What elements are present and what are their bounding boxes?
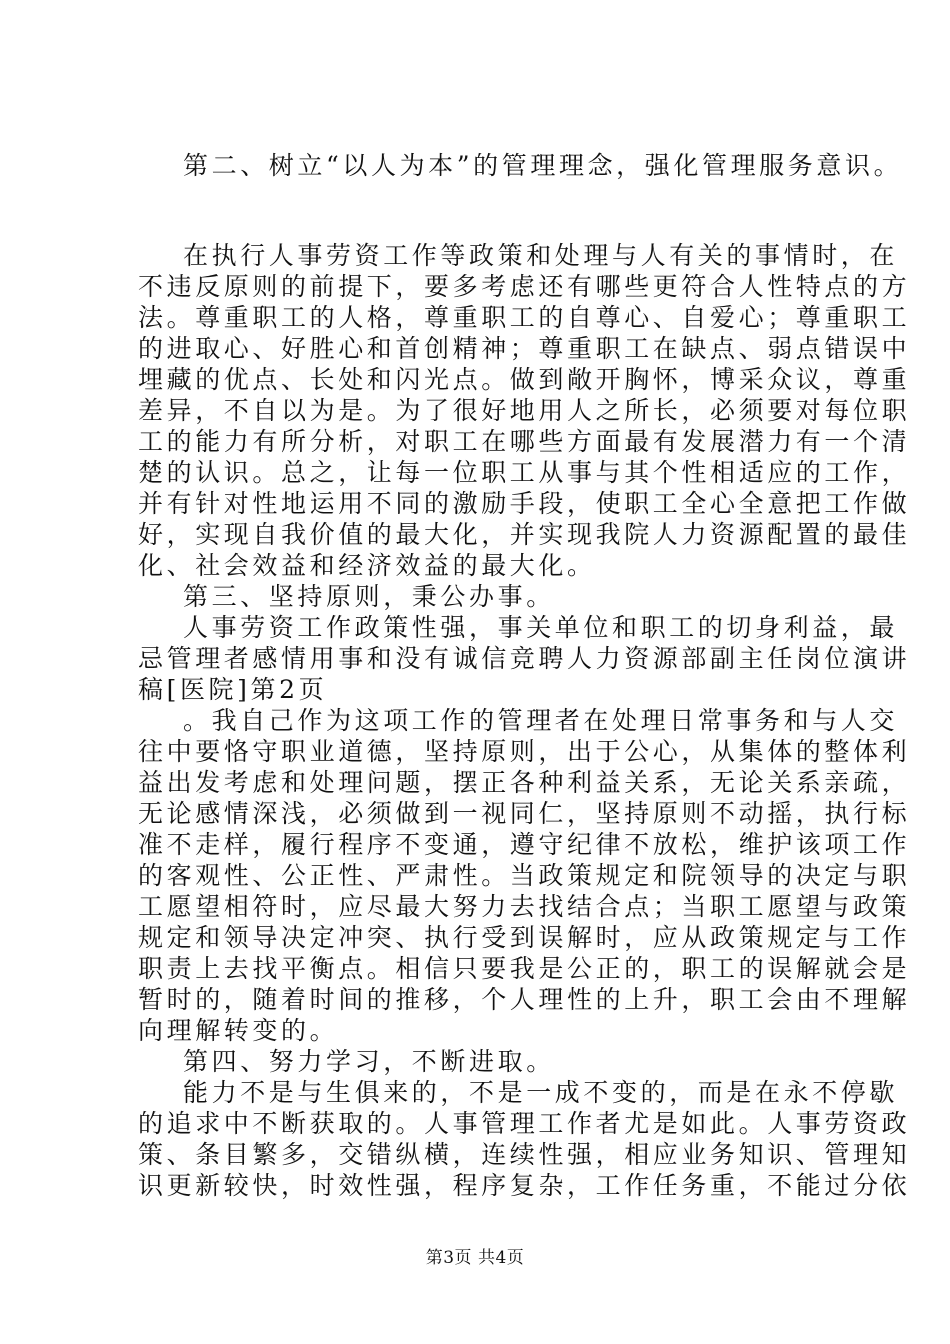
paragraph-line: 识更新较快，时效性强，程序复杂，工作任务重，不能过分依 [138, 1171, 911, 1200]
paragraph-line: 。我自己作为这项工作的管理者在处理日常事务和与人交 [183, 706, 899, 735]
paragraph-line: 人事劳资工作政策性强，事关单位和职工的切身利益，最 [183, 613, 899, 642]
page-footer: 第3页 共4页 [425, 1248, 525, 1268]
section-heading-3: 第三、坚持原则，秉公办事。 [183, 582, 555, 611]
section-heading-4: 第四、努力学习，不断进取。 [183, 1047, 555, 1076]
paragraph-line: 在执行人事劳资工作等政策和处理与人有关的事情时，在 [183, 241, 899, 270]
paragraph-line: 并有针对性地运用不同的激励手段，使职工全心全意把工作做 [138, 489, 911, 518]
paragraph-line: 向理解转变的。 [138, 1016, 339, 1045]
paragraph-line: 的进取心、好胜心和首创精神；尊重职工在缺点、弱点错误中 [138, 334, 911, 363]
paragraph-line: 规定和领导决定冲突、执行受到误解时，应从政策规定与工作 [138, 923, 911, 952]
paragraph-line: 能力不是与生俱来的，不是一成不变的，而是在永不停歇 [183, 1078, 899, 1107]
paragraph-line: 埋藏的优点、长处和闪光点。做到敞开胸怀，博采众议，尊重 [138, 365, 911, 394]
paragraph-line: 无论感情深浅，必须做到一视同仁，坚持原则不动摇，执行标 [138, 799, 911, 828]
paragraph-line: 不违反原则的前提下，要多考虑还有哪些更符合人性特点的方 [138, 272, 911, 301]
paragraph-line: 往中要恪守职业道德，坚持原则，出于公心，从集体的整体利 [138, 737, 911, 766]
paragraph-line: 职责上去找平衡点。相信只要我是公正的，职工的误解就会是 [138, 954, 911, 983]
paragraph-line: 稿[医院]第2页 [138, 675, 328, 704]
paragraph-line: 差异，不自以为是。为了很好地用人之所长，必须要对每位职 [138, 396, 911, 425]
paragraph-line: 工的能力有所分析，对职工在哪些方面最有发展潜力有一个清 [138, 427, 911, 456]
paragraph-line: 暂时的，随着时间的推移，个人理性的上升，职工会由不理解 [138, 985, 911, 1014]
section-heading-2: 第二、树立“以人为本”的管理理念，强化管理服务意识。 [183, 151, 903, 180]
paragraph-line: 策、条目繁多，交错纵横，连续性强，相应业务知识、管理知 [138, 1140, 911, 1169]
paragraph-line: 化、社会效益和经济效益的最大化。 [138, 551, 596, 580]
paragraph-line: 的客观性、公正性、严肃性。当政策规定和院领导的决定与职 [138, 861, 911, 890]
paragraph-line: 益出发考虑和处理问题，摆正各种利益关系，无论关系亲疏， [138, 768, 911, 797]
paragraph-line: 好，实现自我价值的最大化，并实现我院人力资源配置的最佳 [138, 520, 911, 549]
paragraph-line: 法。尊重职工的人格，尊重职工的自尊心、自爱心；尊重职工 [138, 303, 911, 332]
paragraph-line: 的追求中不断获取的。人事管理工作者尤是如此。人事劳资政 [138, 1109, 911, 1138]
paragraph-line: 楚的认识。总之，让每一位职工从事与其个性相适应的工作， [138, 458, 911, 487]
paragraph-line: 忌管理者感情用事和没有诚信竞聘人力资源部副主任岗位演讲 [138, 644, 911, 673]
paragraph-line: 工愿望相符时，应尽最大努力去找结合点；当职工愿望与政策 [138, 892, 911, 921]
paragraph-line: 准不走样，履行程序不变通，遵守纪律不放松，维护该项工作 [138, 830, 911, 859]
